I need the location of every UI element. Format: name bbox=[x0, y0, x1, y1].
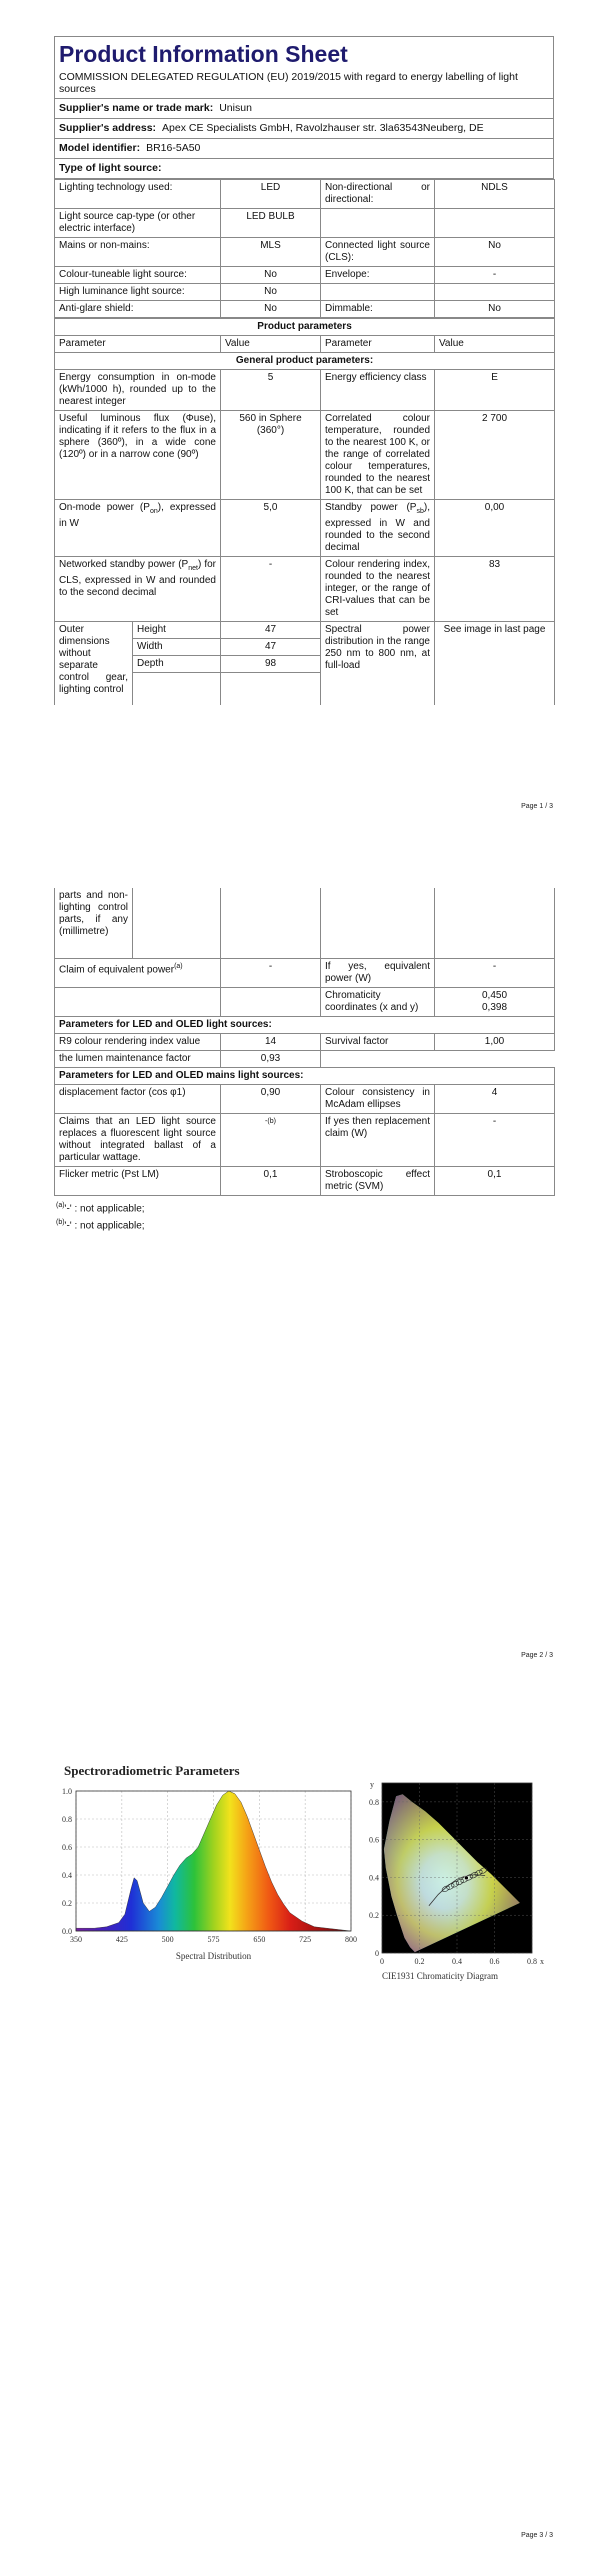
y-tick-label: 0.4 bbox=[62, 1871, 72, 1880]
cell-value: No bbox=[221, 284, 321, 301]
cell-value: 0,93 bbox=[221, 1051, 321, 1068]
table-row bbox=[55, 959, 555, 988]
y-axis-label: y bbox=[370, 1780, 374, 1789]
cell-value: 1,00 bbox=[435, 1034, 555, 1051]
y-tick-label: 0 bbox=[375, 1949, 379, 1958]
section-heading: Parameters for LED and OLED mains light sources: bbox=[55, 1068, 555, 1085]
y-tick-label: 0.4 bbox=[369, 1873, 379, 1883]
table-row bbox=[55, 301, 555, 318]
supplier-address-value: Apex CE Specialists GmbH, Ravolzhauser str. 3la63543Neuberg, DE bbox=[162, 122, 484, 134]
x-tick-label: 575 bbox=[207, 1935, 220, 1944]
cell-value: LED BULB bbox=[221, 209, 321, 238]
cell-label: Stroboscopic effect metric (SVM) bbox=[321, 1167, 435, 1196]
cell-value: 83 bbox=[435, 557, 555, 622]
cell-value: 47 bbox=[221, 639, 321, 656]
product-params-table bbox=[54, 318, 555, 705]
cell-label: R9 colour rendering index value bbox=[55, 1034, 221, 1051]
column-header: Value bbox=[435, 336, 555, 353]
model-value: BR16-5A50 bbox=[146, 142, 201, 154]
table-row bbox=[55, 1034, 555, 1051]
cell-value: 2 700 bbox=[435, 411, 555, 500]
cell-value: 5 bbox=[221, 370, 321, 411]
x-axis-label: x bbox=[540, 1957, 544, 1966]
cell-value: 0,1 bbox=[221, 1167, 321, 1196]
page-title: Product Information Sheet bbox=[54, 36, 554, 69]
x-tick-label: 350 bbox=[70, 1935, 82, 1944]
y-tick-label: 0.2 bbox=[62, 1899, 72, 1908]
cell-label: Correlated colour temperature, rounded to the nearest 100 K, or the range of correlated colour temperatures, rounded to the nearest 100 K, that can be set bbox=[321, 411, 435, 500]
cell-value: 0,00 bbox=[435, 500, 555, 557]
cell-value: LED bbox=[221, 180, 321, 209]
cell-label: Flicker metric (Pst LM) bbox=[55, 1167, 221, 1196]
y-tick-label: 1.0 bbox=[62, 1787, 72, 1796]
cell-value: MLS bbox=[221, 238, 321, 267]
table-row bbox=[55, 267, 555, 284]
regulation-text: COMMISSION DELEGATED REGULATION (EU) 2019/2015 with regard to energy labelling of light sources bbox=[54, 69, 554, 99]
cell-value: See image in last page bbox=[435, 622, 555, 706]
cell-label: Colour-tuneable light source: bbox=[55, 267, 221, 284]
page-number: Page 2 / 3 bbox=[521, 1652, 553, 1659]
cell-label: Colour rendering index, rounded to the nearest integer, or the range of CRI-values that can be set bbox=[321, 557, 435, 622]
supplier-name-label: Supplier's name or trade mark: bbox=[59, 102, 214, 114]
cell-label: If yes then replacement claim (W) bbox=[321, 1114, 435, 1167]
model-label: Model identifier: bbox=[59, 142, 141, 154]
cell-label bbox=[321, 284, 435, 301]
cell-value: 0,450 0,398 bbox=[435, 988, 555, 1017]
table-row bbox=[55, 622, 555, 639]
footnote: $^{(b)}$'-' : not applicable; bbox=[56, 1219, 145, 1232]
spectral-distribution-chart bbox=[44, 1783, 364, 1963]
section-heading: Parameters for LED and OLED light sources: bbox=[55, 1017, 555, 1034]
cell-value: - bbox=[221, 959, 321, 988]
y-tick-label: 0.8 bbox=[369, 1797, 379, 1807]
cell-label: Non-directional or directional: bbox=[321, 180, 435, 209]
cell-value: - bbox=[221, 557, 321, 622]
x-tick-label: 0.4 bbox=[452, 1957, 462, 1966]
type-heading: Type of light source: bbox=[54, 159, 554, 179]
chart-caption: CIE1931 Chromaticity Diagram bbox=[382, 1971, 498, 1981]
section-heading: Product parameters bbox=[55, 319, 555, 336]
chromaticity-point bbox=[464, 1876, 468, 1880]
table-row bbox=[55, 411, 555, 500]
table-row bbox=[55, 336, 555, 353]
cell-value bbox=[435, 284, 555, 301]
cell-label: Outer dimensions without separate control gear, lighting control bbox=[55, 622, 133, 706]
cell-label: If yes, equivalent power (W) bbox=[321, 959, 435, 988]
x-axis-label: Spectral Distribution bbox=[175, 1951, 252, 1961]
table-row bbox=[55, 180, 555, 209]
cie1931-chromaticity-chart bbox=[364, 1775, 564, 1985]
column-header: Parameter bbox=[55, 336, 221, 353]
supplier-name-line bbox=[54, 99, 554, 119]
cell-label: Claim of equivalent power$^{(a)}$ bbox=[55, 959, 221, 988]
supplier-name-value: Unisun bbox=[219, 102, 252, 114]
table-row bbox=[55, 888, 555, 959]
cell-value: - bbox=[435, 1114, 555, 1167]
x-tick-label: 0.8 bbox=[527, 1957, 537, 1966]
cell-value bbox=[435, 209, 555, 238]
cell-value: - bbox=[435, 267, 555, 284]
page-number: Page 3 / 3 bbox=[521, 2532, 553, 2539]
cell-value: 0,1 bbox=[435, 1167, 555, 1196]
cell-label: Anti-glare shield: bbox=[55, 301, 221, 318]
x-tick-label: 0.6 bbox=[489, 1957, 500, 1966]
cell-label: Mains or non-mains: bbox=[55, 238, 221, 267]
x-tick-label: 0 bbox=[380, 1957, 384, 1966]
type-table bbox=[54, 179, 555, 318]
table-row bbox=[55, 353, 555, 370]
cell-label: Dimmable: bbox=[321, 301, 435, 318]
cell-label: parts and non-lighting control parts, if any (millimetre) bbox=[55, 888, 133, 959]
table-row bbox=[55, 557, 555, 622]
cell-label: Depth bbox=[133, 656, 221, 673]
y-tick-label: 0.6 bbox=[369, 1835, 379, 1845]
cell-label: Chromaticity coordinates (x and y) bbox=[321, 988, 435, 1017]
cell-value: E bbox=[435, 370, 555, 411]
cell-label: Spectral power distribution in the range 250 nm to 800 nm, at full-load bbox=[321, 622, 435, 706]
y-tick-label: 0.8 bbox=[62, 1815, 72, 1824]
page-number: Page 1 / 3 bbox=[521, 803, 553, 810]
table-row bbox=[55, 1085, 555, 1114]
model-line bbox=[54, 139, 554, 159]
cell-value: No bbox=[435, 301, 555, 318]
x-tick-label: 800 bbox=[345, 1935, 357, 1944]
footnote: $^{(a)}$'-' : not applicable; bbox=[56, 1202, 145, 1215]
section-heading: General product parameters: bbox=[55, 353, 555, 370]
cell-value: NDLS bbox=[435, 180, 555, 209]
info-sheet-frame bbox=[54, 36, 554, 705]
spectro-title: Spectroradiometric Parameters bbox=[64, 1763, 240, 1778]
cell-label bbox=[321, 209, 435, 238]
cell-label: On-mode power $(P_{on})$, expressed in W bbox=[55, 500, 221, 557]
x-tick-label: 500 bbox=[161, 1935, 174, 1944]
product-params-table-continued bbox=[54, 888, 555, 1196]
cell-value: -(b) bbox=[221, 1114, 321, 1167]
cell-label: Energy consumption in on-mode (kWh/1000 h), rounded up to the nearest integer bbox=[55, 370, 221, 411]
table-row bbox=[55, 1051, 555, 1068]
column-header: Parameter bbox=[321, 336, 435, 353]
table-row bbox=[55, 238, 555, 267]
cell-label: Useful luminous flux (Φuse), indicating if it refers to the flux in a sphere (360º), in a wide cone (120º) or in a narrow cone (90º) bbox=[55, 411, 221, 500]
cell-value: - bbox=[435, 959, 555, 988]
table-row bbox=[55, 1068, 555, 1085]
y-tick-label: 0.0 bbox=[62, 1927, 72, 1936]
column-header: Value bbox=[221, 336, 321, 353]
cell-label: Envelope: bbox=[321, 267, 435, 284]
table-row bbox=[55, 319, 555, 336]
cell-value: No bbox=[221, 267, 321, 284]
cell-value: 47 bbox=[221, 622, 321, 639]
cell-label: Connected light source (CLS): bbox=[321, 238, 435, 267]
table-row bbox=[55, 370, 555, 411]
supplier-address-label: Supplier's address: bbox=[59, 122, 157, 134]
cell-label: Colour consistency in McAdam ellipses bbox=[321, 1085, 435, 1114]
cell-label: Height bbox=[133, 622, 221, 639]
cell-label: displacement factor (cos φ1) bbox=[55, 1085, 221, 1114]
table-row bbox=[55, 284, 555, 301]
x-tick-label: 0.2 bbox=[414, 1957, 425, 1966]
cell-value: 0,90 bbox=[221, 1085, 321, 1114]
x-tick-label: 425 bbox=[115, 1935, 128, 1944]
cell-value: 14 bbox=[221, 1034, 321, 1051]
cell-label: High luminance light source: bbox=[55, 284, 221, 301]
y-tick-label: 0.6 bbox=[62, 1843, 72, 1852]
table-row bbox=[55, 209, 555, 238]
cell-value: 4 bbox=[435, 1085, 555, 1114]
x-tick-label: 650 bbox=[253, 1935, 266, 1944]
x-tick-label: 725 bbox=[299, 1935, 312, 1944]
cell-label: Networked standby power $(P_{net})$ for CLS, expressed in W and rounded to the second decimal bbox=[55, 557, 221, 622]
cell-label: Width bbox=[133, 639, 221, 656]
cell-label: Claims that an LED light source replaces a fluorescent light source without integrated ballast of a particular wattage. bbox=[55, 1114, 221, 1167]
cell-label: Energy efficiency class bbox=[321, 370, 435, 411]
table-row bbox=[55, 988, 555, 1017]
cell-value: 560 in Sphere (360°) bbox=[221, 411, 321, 500]
cell-label: the lumen maintenance factor bbox=[55, 1051, 221, 1068]
supplier-address-line bbox=[54, 119, 554, 139]
table-row bbox=[55, 1017, 555, 1034]
cell-value: No bbox=[435, 238, 555, 267]
cell-value: 98 bbox=[221, 656, 321, 673]
cell-label: Lighting technology used: bbox=[55, 180, 221, 209]
table-row bbox=[55, 500, 555, 557]
cell-label: Light source cap-type (or other electric interface) bbox=[55, 209, 221, 238]
cell-label: Standby power $(P_{sb})$, expressed in W and rounded to the second decimal bbox=[321, 500, 435, 557]
cell-value: No bbox=[221, 301, 321, 318]
y-tick-label: 0.2 bbox=[369, 1911, 379, 1921]
page-3 bbox=[0, 1715, 603, 2560]
table-row bbox=[55, 1167, 555, 1196]
cell-label: Survival factor bbox=[321, 1034, 435, 1051]
table-row bbox=[55, 1114, 555, 1167]
page-1 bbox=[0, 0, 603, 820]
spectral-area bbox=[76, 1791, 351, 1931]
cell-value: 5,0 bbox=[221, 500, 321, 557]
info-sheet-frame-continued bbox=[54, 888, 554, 1234]
page-2 bbox=[0, 880, 603, 1680]
